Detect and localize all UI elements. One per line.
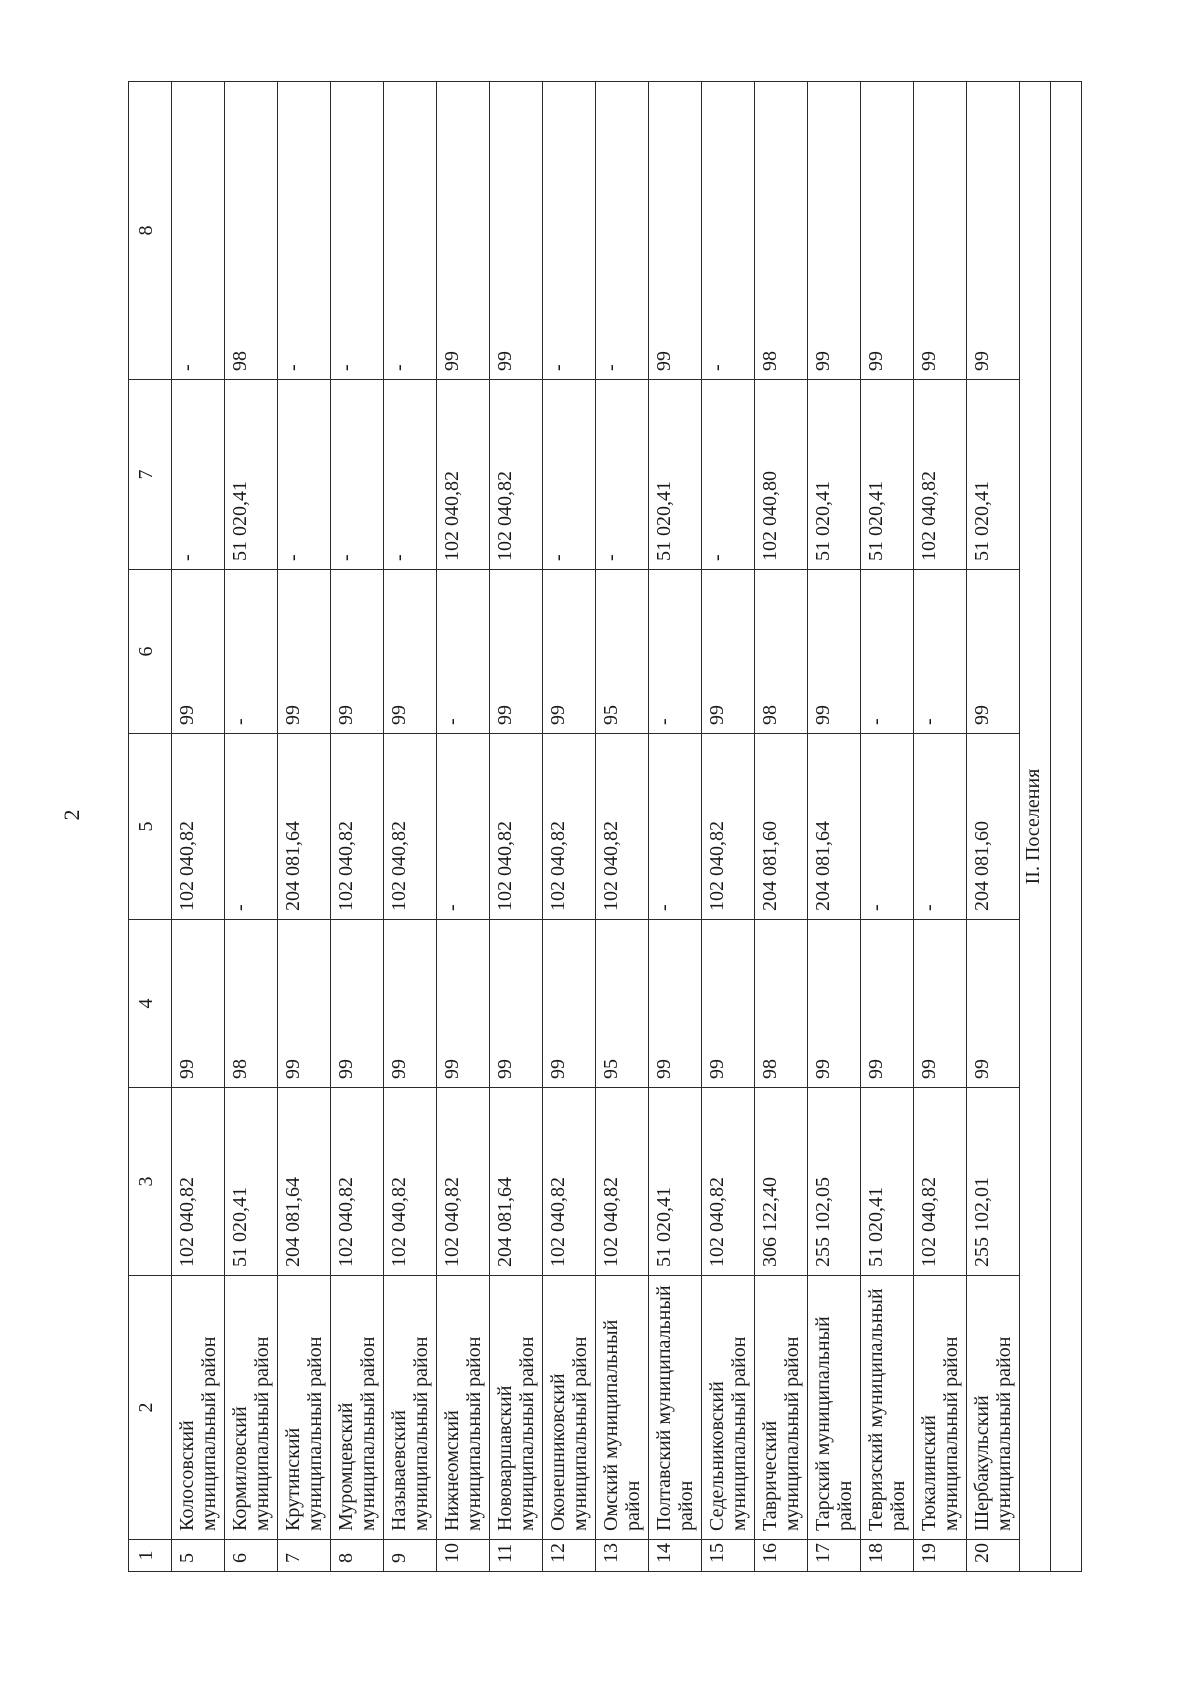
percent-b: 99 bbox=[967, 82, 1020, 380]
amount-b: - bbox=[596, 380, 649, 570]
amount-a: - bbox=[225, 734, 278, 920]
percent-b: - bbox=[702, 82, 755, 380]
amount-b: 51 020,41 bbox=[808, 380, 861, 570]
amount-b: 51 020,41 bbox=[967, 380, 1020, 570]
amount-b: 51 020,41 bbox=[649, 380, 702, 570]
amount-a: 204 081,60 bbox=[755, 734, 808, 920]
table-row bbox=[755, 82, 808, 1572]
district-name: Колосовский муниципальный район bbox=[172, 1276, 225, 1540]
total-amount: 102 040,82 bbox=[437, 1088, 490, 1276]
amount-b: - bbox=[543, 380, 596, 570]
percent-a: 99 bbox=[278, 570, 331, 734]
percent-b: 98 bbox=[755, 82, 808, 380]
percent-a: 98 bbox=[755, 570, 808, 734]
table-row bbox=[596, 82, 649, 1572]
total-percent: 99 bbox=[172, 920, 225, 1088]
amount-b: 102 040,82 bbox=[490, 380, 543, 570]
percent-b: - bbox=[596, 82, 649, 380]
row-number: 6 bbox=[225, 1540, 278, 1572]
section-title: II. Поселения bbox=[1020, 82, 1051, 1572]
total-amount: 51 020,41 bbox=[861, 1088, 914, 1276]
percent-a: - bbox=[225, 570, 278, 734]
percent-a: 99 bbox=[808, 570, 861, 734]
page-number: 2 bbox=[59, 809, 84, 821]
amount-a: 102 040,82 bbox=[490, 734, 543, 920]
amount-a: 102 040,82 bbox=[172, 734, 225, 920]
percent-a: - bbox=[861, 570, 914, 734]
table-row bbox=[649, 82, 702, 1572]
percent-b: 98 bbox=[225, 82, 278, 380]
row-number: 18 bbox=[861, 1540, 914, 1572]
amount-a: 204 081,64 bbox=[808, 734, 861, 920]
total-percent: 95 bbox=[596, 920, 649, 1088]
section-row bbox=[1020, 82, 1051, 1572]
total-percent: 98 bbox=[755, 920, 808, 1088]
district-name: Муромцевский муниципальный район bbox=[331, 1276, 384, 1540]
header-row bbox=[129, 82, 172, 1572]
table-row bbox=[384, 82, 437, 1572]
total-percent: 99 bbox=[649, 920, 702, 1088]
total-percent: 99 bbox=[914, 920, 967, 1088]
total-percent: 99 bbox=[278, 920, 331, 1088]
total-amount: 102 040,82 bbox=[172, 1088, 225, 1276]
row-number: 17 bbox=[808, 1540, 861, 1572]
table-row bbox=[967, 82, 1020, 1572]
amount-a: - bbox=[861, 734, 914, 920]
percent-b: - bbox=[331, 82, 384, 380]
total-amount: 102 040,82 bbox=[384, 1088, 437, 1276]
total-percent: 99 bbox=[437, 920, 490, 1088]
percent-a: 99 bbox=[702, 570, 755, 734]
amount-a: 102 040,82 bbox=[702, 734, 755, 920]
table-row bbox=[278, 82, 331, 1572]
table-row bbox=[225, 82, 278, 1572]
table-row bbox=[172, 82, 225, 1572]
amount-b: 102 040,82 bbox=[437, 380, 490, 570]
total-amount: 204 081,64 bbox=[278, 1088, 331, 1276]
district-name: Омский муниципальный район bbox=[596, 1276, 649, 1540]
table-row bbox=[543, 82, 596, 1572]
trailing-cell bbox=[1051, 82, 1082, 1572]
row-number: 16 bbox=[755, 1540, 808, 1572]
total-amount: 51 020,41 bbox=[225, 1088, 278, 1276]
amount-b: 51 020,41 bbox=[861, 380, 914, 570]
percent-b: 99 bbox=[861, 82, 914, 380]
amount-b: 102 040,82 bbox=[914, 380, 967, 570]
column-header: 7 bbox=[129, 380, 172, 570]
percent-b: 99 bbox=[490, 82, 543, 380]
column-header: 1 bbox=[129, 1540, 172, 1572]
percent-a: 95 bbox=[596, 570, 649, 734]
column-header: 5 bbox=[129, 734, 172, 920]
row-number: 19 bbox=[914, 1540, 967, 1572]
row-number: 13 bbox=[596, 1540, 649, 1572]
table-row bbox=[808, 82, 861, 1572]
row-number: 11 bbox=[490, 1540, 543, 1572]
row-number: 14 bbox=[649, 1540, 702, 1572]
percent-b: - bbox=[172, 82, 225, 380]
total-amount: 102 040,82 bbox=[914, 1088, 967, 1276]
district-name: Седельниковский муниципальный район bbox=[702, 1276, 755, 1540]
total-amount: 255 102,05 bbox=[808, 1088, 861, 1276]
percent-b: 99 bbox=[649, 82, 702, 380]
district-name: Шербакульский муниципальный район bbox=[967, 1276, 1020, 1540]
trailing-row bbox=[1051, 82, 1082, 1572]
total-amount: 306 122,40 bbox=[755, 1088, 808, 1276]
column-header: 4 bbox=[129, 920, 172, 1088]
amount-a: 102 040,82 bbox=[384, 734, 437, 920]
percent-a: - bbox=[437, 570, 490, 734]
total-percent: 99 bbox=[967, 920, 1020, 1088]
percent-b: - bbox=[384, 82, 437, 380]
percent-a: - bbox=[914, 570, 967, 734]
column-header: 2 bbox=[129, 1276, 172, 1540]
district-name: Полтавский муниципальный район bbox=[649, 1276, 702, 1540]
amount-b: - bbox=[331, 380, 384, 570]
amount-b: 51 020,41 bbox=[225, 380, 278, 570]
total-percent: 99 bbox=[490, 920, 543, 1088]
amount-a: 204 081,60 bbox=[967, 734, 1020, 920]
amount-b: - bbox=[384, 380, 437, 570]
subsidy-table bbox=[128, 81, 1082, 1572]
table-row bbox=[702, 82, 755, 1572]
total-percent: 98 bbox=[225, 920, 278, 1088]
amount-a: 204 081,64 bbox=[278, 734, 331, 920]
percent-a: 99 bbox=[967, 570, 1020, 734]
district-name: Нововаршавский муниципальный район bbox=[490, 1276, 543, 1540]
subsidy-table-sheet bbox=[128, 82, 1088, 1572]
total-amount: 102 040,82 bbox=[596, 1088, 649, 1276]
total-amount: 255 102,01 bbox=[967, 1088, 1020, 1276]
district-name: Таврический муниципальный район bbox=[755, 1276, 808, 1540]
amount-a: - bbox=[649, 734, 702, 920]
district-name: Крутинский муниципальный район bbox=[278, 1276, 331, 1540]
percent-a: 99 bbox=[543, 570, 596, 734]
total-amount: 102 040,82 bbox=[543, 1088, 596, 1276]
total-percent: 99 bbox=[808, 920, 861, 1088]
total-percent: 99 bbox=[331, 920, 384, 1088]
district-name: Тарский муниципальный район bbox=[808, 1276, 861, 1540]
column-header: 3 bbox=[129, 1088, 172, 1276]
total-amount: 102 040,82 bbox=[331, 1088, 384, 1276]
table-row bbox=[490, 82, 543, 1572]
table-row bbox=[861, 82, 914, 1572]
total-amount: 51 020,41 bbox=[649, 1088, 702, 1276]
table-row bbox=[437, 82, 490, 1572]
table-row bbox=[331, 82, 384, 1572]
percent-b: - bbox=[543, 82, 596, 380]
column-header: 6 bbox=[129, 570, 172, 734]
total-percent: 99 bbox=[702, 920, 755, 1088]
percent-a: 99 bbox=[172, 570, 225, 734]
row-number: 10 bbox=[437, 1540, 490, 1572]
total-amount: 102 040,82 bbox=[702, 1088, 755, 1276]
amount-a: - bbox=[914, 734, 967, 920]
total-percent: 99 bbox=[861, 920, 914, 1088]
amount-b: - bbox=[278, 380, 331, 570]
total-percent: 99 bbox=[384, 920, 437, 1088]
percent-b: 99 bbox=[808, 82, 861, 380]
amount-a: - bbox=[437, 734, 490, 920]
column-header: 8 bbox=[129, 82, 172, 380]
percent-a: 99 bbox=[384, 570, 437, 734]
row-number: 12 bbox=[543, 1540, 596, 1572]
percent-b: - bbox=[278, 82, 331, 380]
district-name: Называевский муниципальный район bbox=[384, 1276, 437, 1540]
amount-a: 102 040,82 bbox=[596, 734, 649, 920]
district-name: Нижнеомский муниципальный район bbox=[437, 1276, 490, 1540]
amount-b: - bbox=[702, 380, 755, 570]
amount-a: 102 040,82 bbox=[543, 734, 596, 920]
percent-b: 99 bbox=[437, 82, 490, 380]
table-row bbox=[914, 82, 967, 1572]
row-number: 5 bbox=[172, 1540, 225, 1572]
row-number: 8 bbox=[331, 1540, 384, 1572]
percent-a: - bbox=[649, 570, 702, 734]
total-amount: 204 081,64 bbox=[490, 1088, 543, 1276]
district-name: Оконешниковский муниципальный район bbox=[543, 1276, 596, 1540]
total-percent: 99 bbox=[543, 920, 596, 1088]
amount-b: 102 040,80 bbox=[755, 380, 808, 570]
row-number: 15 bbox=[702, 1540, 755, 1572]
district-name: Кормиловский муниципальный район bbox=[225, 1276, 278, 1540]
percent-a: 99 bbox=[490, 570, 543, 734]
district-name: Тевризский муниципальный район bbox=[861, 1276, 914, 1540]
amount-b: - bbox=[172, 380, 225, 570]
row-number: 9 bbox=[384, 1540, 437, 1572]
district-name: Тюкалинский муниципальный район bbox=[914, 1276, 967, 1540]
row-number: 7 bbox=[278, 1540, 331, 1572]
percent-b: 99 bbox=[914, 82, 967, 380]
row-number: 20 bbox=[967, 1540, 1020, 1572]
percent-a: 99 bbox=[331, 570, 384, 734]
amount-a: 102 040,82 bbox=[331, 734, 384, 920]
